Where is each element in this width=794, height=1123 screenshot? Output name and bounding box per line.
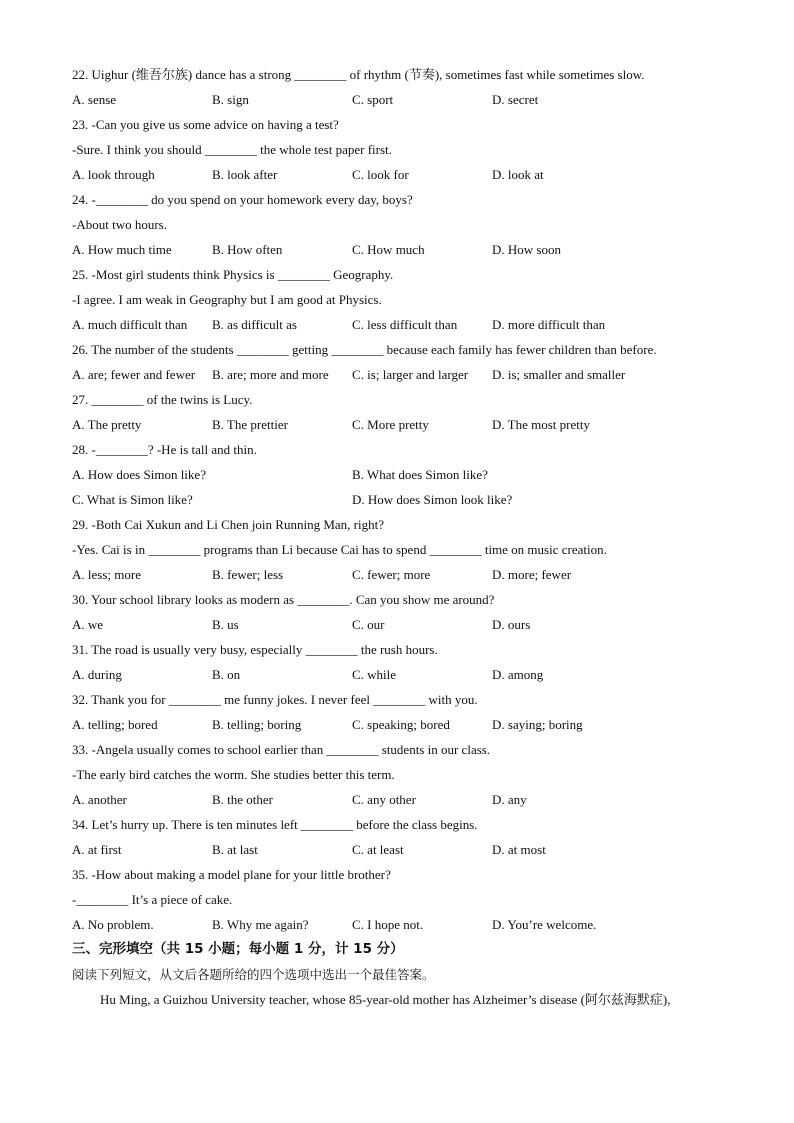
answer-options-row bbox=[72, 612, 732, 637]
answer-options-row bbox=[72, 237, 732, 262]
answer-option: D. secret bbox=[492, 92, 539, 107]
answer-option: B. sign bbox=[212, 92, 249, 107]
answer-option: B. on bbox=[212, 667, 241, 682]
answer-options-row bbox=[72, 787, 732, 812]
answer-option: D. at most bbox=[492, 842, 546, 857]
question-text: -The early bird catches the worm. She studies better this term. bbox=[72, 767, 395, 782]
answer-option: C. while bbox=[352, 667, 397, 682]
answer-option: A. at first bbox=[72, 842, 122, 857]
answer-option: C. More pretty bbox=[352, 417, 429, 432]
answer-options-row bbox=[72, 912, 732, 937]
answer-option: D. look at bbox=[492, 167, 544, 182]
answer-option: C. any other bbox=[352, 792, 416, 807]
answer-option: C. How much bbox=[352, 242, 425, 257]
answer-option: A. look through bbox=[72, 167, 155, 182]
answer-option: D. any bbox=[492, 792, 527, 807]
answer-option: B. fewer; less bbox=[212, 567, 284, 582]
answer-option: A. much difficult than bbox=[72, 317, 188, 332]
question-text: -Sure. I think you should ________ the whole test paper first. bbox=[72, 142, 392, 157]
answer-option: D. How soon bbox=[492, 242, 561, 257]
answer-option: C. I hope not. bbox=[352, 917, 424, 932]
question-text: 23. -Can you give us some advice on having a test? bbox=[72, 117, 339, 132]
question-text: 27. ________ of the twins is Lucy. bbox=[72, 392, 253, 407]
question-text: 29. -Both Cai Xukun and Li Chen join Running Man, right? bbox=[72, 517, 384, 532]
answer-option: C. look for bbox=[352, 167, 409, 182]
answer-option: B. The prettier bbox=[212, 417, 288, 432]
answer-options-row bbox=[72, 562, 732, 587]
answer-option: B. Why me again? bbox=[212, 917, 309, 932]
answer-options-row bbox=[72, 662, 732, 687]
answer-options-row bbox=[72, 462, 732, 487]
answer-options-row bbox=[72, 312, 732, 337]
exam-page bbox=[72, 62, 732, 1012]
answer-option: A. How much time bbox=[72, 242, 172, 257]
answer-option: B. are; more and more bbox=[212, 367, 329, 382]
answer-option: C. What is Simon like? bbox=[72, 492, 193, 507]
question-text: -About two hours. bbox=[72, 217, 167, 232]
answer-option: C. fewer; more bbox=[352, 567, 431, 582]
answer-option: A. another bbox=[72, 792, 127, 807]
answer-option: C. our bbox=[352, 617, 385, 632]
question-text: 24. -________ do you spend on your homework every day, boys? bbox=[72, 192, 413, 207]
answer-options-row bbox=[72, 487, 732, 512]
question-text: 35. -How about making a model plane for your little brother? bbox=[72, 867, 391, 882]
question-text: -________ It’s a piece of cake. bbox=[72, 892, 233, 907]
question-text: 33. -Angela usually comes to school earlier than ________ students in our class. bbox=[72, 742, 491, 757]
answer-option: A. we bbox=[72, 617, 104, 632]
answer-option: D. more difficult than bbox=[492, 317, 606, 332]
answer-option: A. The pretty bbox=[72, 417, 142, 432]
answer-options-row bbox=[72, 837, 732, 862]
answer-option: B. the other bbox=[212, 792, 274, 807]
answer-option: D. You’re welcome. bbox=[492, 917, 597, 932]
answer-option: C. is; larger and larger bbox=[352, 367, 469, 382]
answer-option: B. as difficult as bbox=[212, 317, 297, 332]
question-text: 30. Your school library looks as modern as ________. Can you show me around? bbox=[72, 592, 495, 607]
answer-option: D. is; smaller and smaller bbox=[492, 367, 626, 382]
answer-options-row bbox=[72, 87, 732, 112]
answer-option: C. at least bbox=[352, 842, 404, 857]
answer-options-row bbox=[72, 162, 732, 187]
question-text: -I agree. I am weak in Geography but I am good at Physics. bbox=[72, 292, 382, 307]
section-instructions: 阅读下列短文，从文后各题所给的四个选项中选出一个最佳答案。 bbox=[72, 967, 435, 982]
question-text: 31. The road is usually very busy, especially ________ the rush hours. bbox=[72, 642, 438, 657]
answer-options-row bbox=[72, 362, 732, 387]
answer-option: D. saying; boring bbox=[492, 717, 583, 732]
question-text: 22. Uighur (维吾尔族) dance has a strong ________ of rhythm (节奏), sometimes fast while sometimes slow. bbox=[72, 67, 645, 82]
answer-option: D. among bbox=[492, 667, 544, 682]
answer-option: B. at last bbox=[212, 842, 258, 857]
answer-option: A. sense bbox=[72, 92, 117, 107]
answer-option: D. more; fewer bbox=[492, 567, 572, 582]
question-text: 28. -________? -He is tall and thin. bbox=[72, 442, 257, 457]
passage-text: Hu Ming, a Guizhou University teacher, whose 85-year-old mother has Alzheimer’s disease (阿尔兹海默症), bbox=[100, 992, 671, 1007]
answer-option: A. How does Simon like? bbox=[72, 467, 206, 482]
section-heading: 三、完形填空（共 15 小题；每小题 1 分，计 15 分） bbox=[72, 941, 404, 957]
answer-options-row bbox=[72, 412, 732, 437]
question-text: 32. Thank you for ________ me funny jokes. I never feel ________ with you. bbox=[72, 692, 478, 707]
answer-option: D. The most pretty bbox=[492, 417, 590, 432]
answer-options-row bbox=[72, 712, 732, 737]
answer-option: B. look after bbox=[212, 167, 278, 182]
answer-option: B. How often bbox=[212, 242, 283, 257]
answer-option: C. sport bbox=[352, 92, 394, 107]
answer-option: C. less difficult than bbox=[352, 317, 458, 332]
question-text: 25. -Most girl students think Physics is ________ Geography. bbox=[72, 267, 394, 282]
answer-option: A. are; fewer and fewer bbox=[72, 367, 196, 382]
question-text: -Yes. Cai is in ________ programs than Li because Cai has to spend ________ time on music creation. bbox=[72, 542, 607, 557]
answer-option: B. telling; boring bbox=[212, 717, 302, 732]
answer-option: A. less; more bbox=[72, 567, 141, 582]
answer-option: B. What does Simon like? bbox=[352, 467, 488, 482]
question-text: 34. Let’s hurry up. There is ten minutes left ________ before the class begins. bbox=[72, 817, 478, 832]
answer-option: B. us bbox=[212, 617, 239, 632]
answer-option: C. speaking; bored bbox=[352, 717, 450, 732]
answer-option: D. ours bbox=[492, 617, 531, 632]
answer-option: A. telling; bored bbox=[72, 717, 158, 732]
answer-option: A. during bbox=[72, 667, 122, 682]
answer-option: A. No problem. bbox=[72, 917, 154, 932]
question-text: 26. The number of the students ________ getting ________ because each family has fewer children than before. bbox=[72, 342, 657, 357]
answer-option: D. How does Simon look like? bbox=[352, 492, 513, 507]
